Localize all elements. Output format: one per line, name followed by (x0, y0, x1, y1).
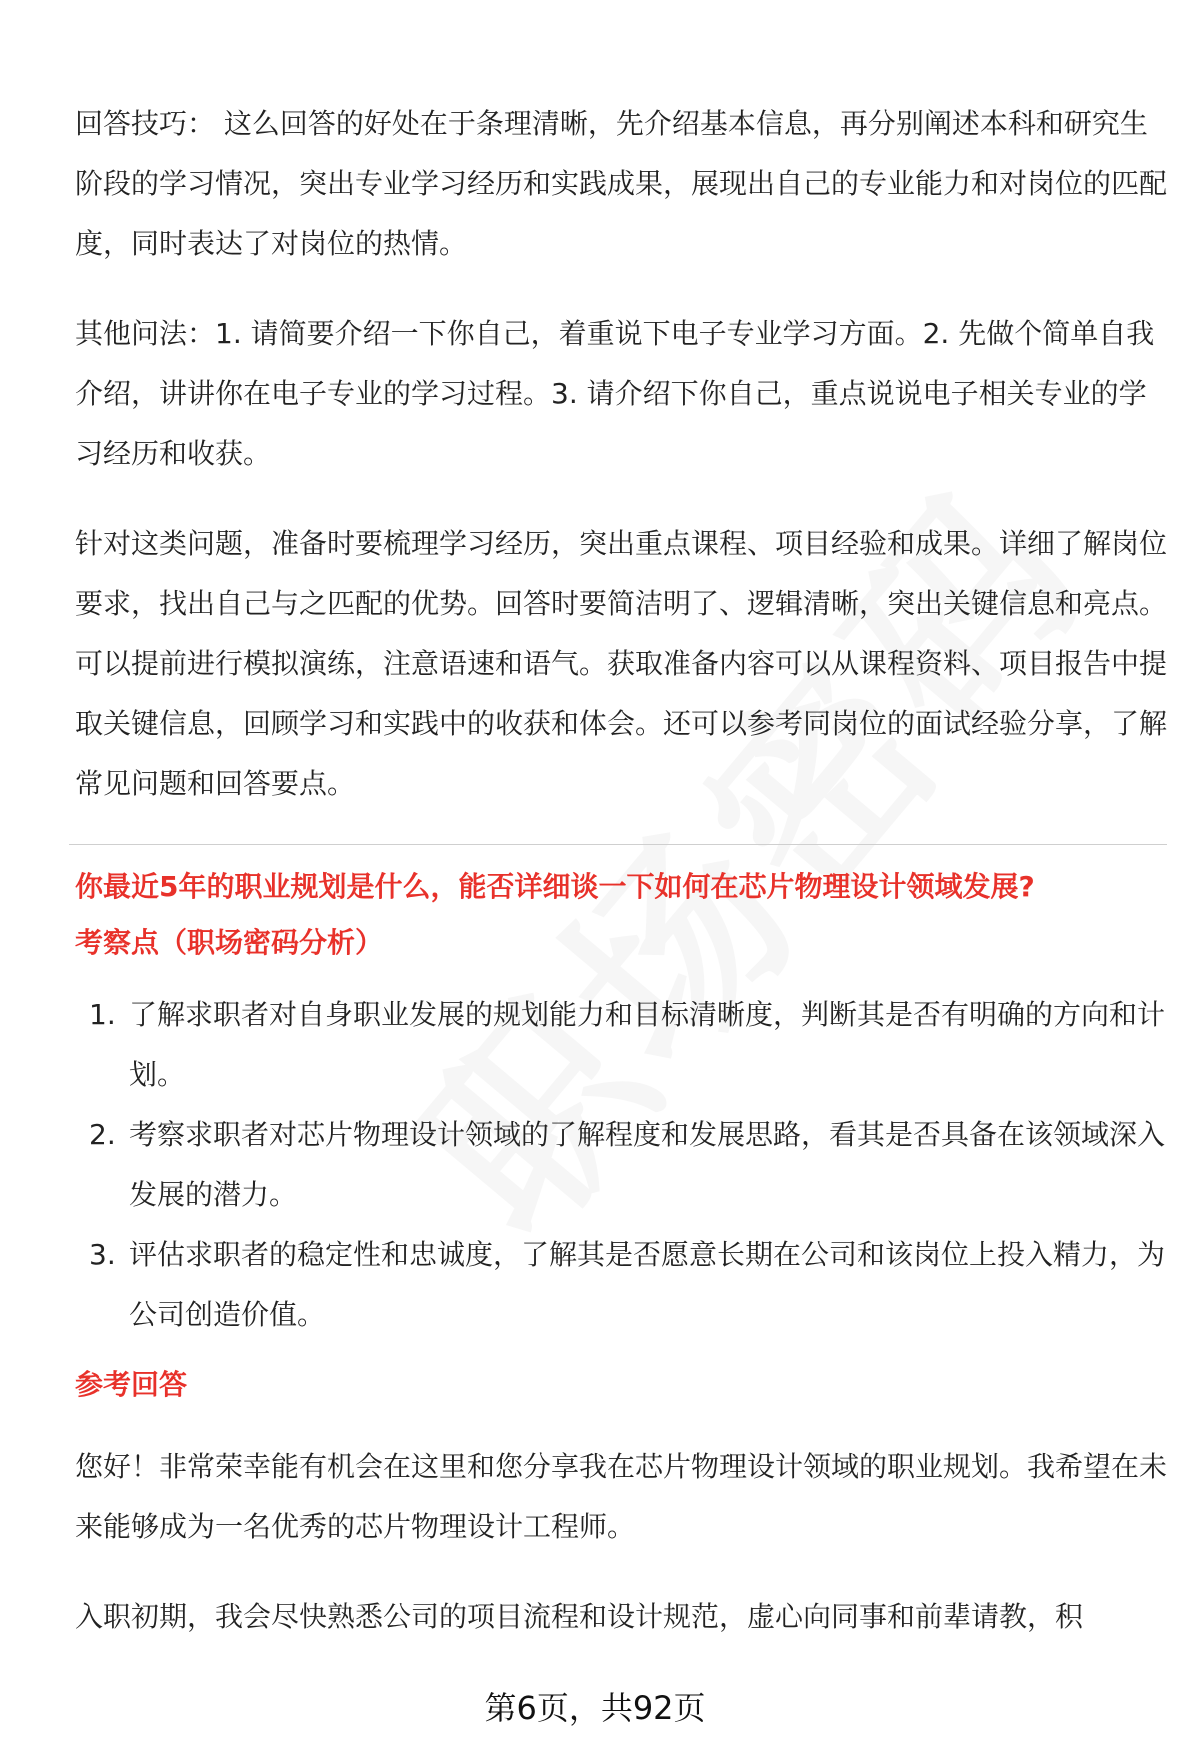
preparation-advice-paragraph: 针对这类问题，准备时要梳理学习经历，突出重点课程、项目经验和成果。详细了解岗位要求，找出自己与之匹配的优势。回答时要简洁明了、逻辑清晰，突出关键信息和亮点。可以提前进行模拟演练，注意语速和语气。获取准备内容可以从课程资料、项目报告中提取关键信息，回顾学习和实践中的收获和体会。还可以参考同岗位的面试经验分享，了解常见问题和回答要点。 (75, 527, 1168, 800)
focus-point (75, 1105, 1167, 1225)
section-divider (69, 844, 1167, 845)
focus-point (75, 1225, 1167, 1345)
focus-point-number: 3. (89, 1238, 116, 1271)
other-questions-paragraph: 其他问法：1. 请简要介绍一下你自己，着重说下电子专业学习方面。2. 先做个简单自我介绍，讲讲你在电子专业的学习过程。3. 请介绍下你自己，重点说说电子相关专业的学习经历和收获。 (75, 317, 1155, 470)
focus-point-text: 了解求职者对自身职业发展的规划能力和目标清晰度，判断其是否有明确的方向和计划。 (129, 998, 1166, 1091)
focus-point-number: 1. (89, 998, 116, 1031)
focus-point-number: 2. (89, 1118, 116, 1151)
reference-answer-paragraph: 您好！非常荣幸能有机会在这里和您分享我在芯片物理设计领域的职业规划。我希望在未来能够成为一名优秀的芯片物理设计工程师。 (75, 1450, 1168, 1543)
answer-tip-paragraph: 回答技巧： 这么回答的好处在于条理清晰，先介绍基本信息，再分别阐述本科和研究生阶段的学习情况，突出专业学习经历和实践成果，展现出自己的专业能力和对岗位的匹配度，同时表达了对岗位的热情。 (75, 107, 1168, 260)
focus-points-list (75, 985, 1167, 1345)
page-number: 第6页，共92页 (484, 1689, 706, 1727)
focus-heading: 考察点（职场密码分析） (75, 926, 384, 959)
focus-point-text: 评估求职者的稳定性和忠诚度，了解其是否愿意长期在公司和该岗位上投入精力，为公司创造价值。 (129, 1238, 1166, 1331)
page-content (75, 94, 1167, 1677)
focus-point-text: 考察求职者对芯片物理设计领域的了解程度和发展思路，看其是否具备在该领域深入发展的潜力。 (129, 1118, 1166, 1211)
reference-answer-paragraph: 入职初期，我会尽快熟悉公司的项目流程和设计规范，虚心向同事和前辈请教，积 (75, 1600, 1084, 1633)
reference-answer-heading: 参考回答 (75, 1368, 188, 1401)
question-title: 你最近5年的职业规划是什么，能否详细谈一下如何在芯片物理设计领域发展? (75, 870, 1035, 903)
focus-point (75, 985, 1167, 1105)
